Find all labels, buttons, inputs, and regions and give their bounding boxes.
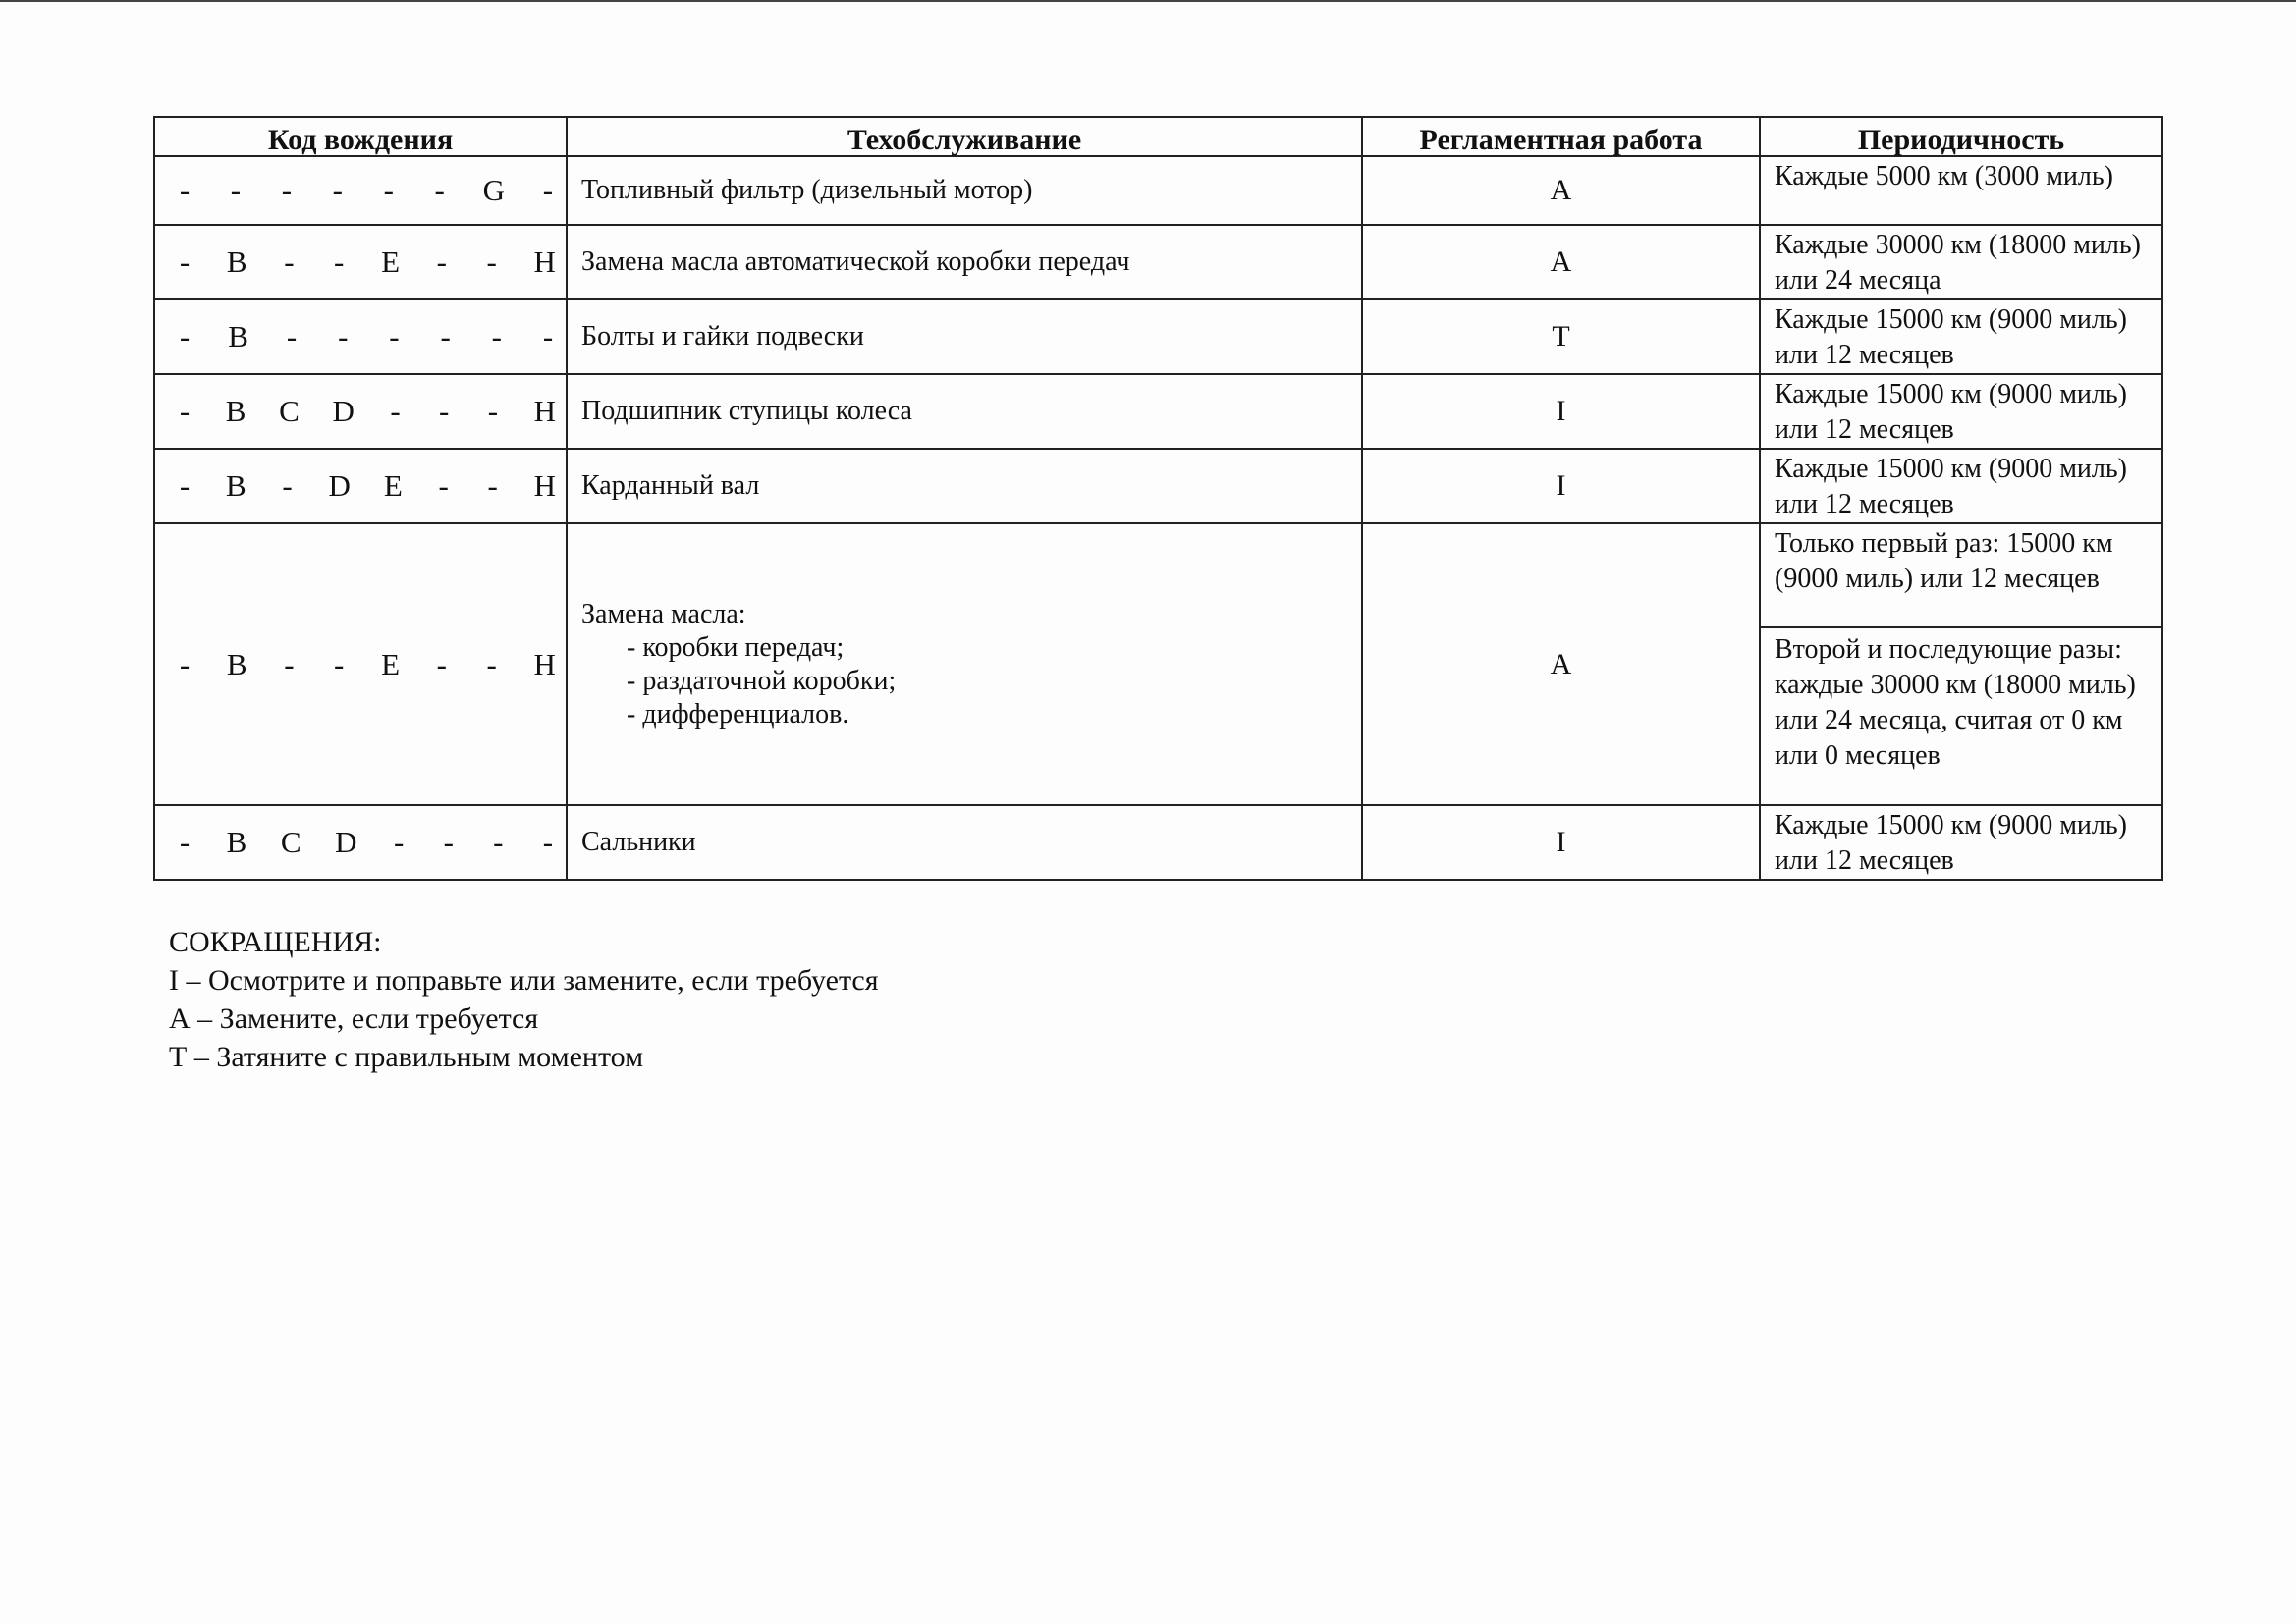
code-char: D xyxy=(335,825,357,859)
drive-code-cell xyxy=(154,156,567,225)
abbreviation-item: I – Осмотрите и поправьте или замените, если требуется xyxy=(169,964,879,997)
period-cell xyxy=(1760,156,2162,225)
code-char: E xyxy=(383,468,403,503)
drive-code-cell xyxy=(154,449,567,523)
code-char: - xyxy=(179,394,191,428)
code-char: B xyxy=(225,394,246,428)
code-char: - xyxy=(286,319,298,353)
code-char: - xyxy=(487,394,499,428)
code-char: - xyxy=(439,394,450,428)
drive-code-cell xyxy=(154,523,567,805)
code-char: - xyxy=(390,394,401,428)
service-cell: Замена масла автоматической коробки передач xyxy=(567,225,1362,299)
code-char: - xyxy=(486,244,497,279)
code-char: - xyxy=(487,468,498,503)
abbreviation-item: А – Замените, если требуется xyxy=(169,1002,539,1035)
code-char: - xyxy=(338,319,349,353)
work-cell: A xyxy=(1362,523,1760,805)
code-char: - xyxy=(542,173,554,207)
abbreviation-item: Т – Затяните с правильным моментом xyxy=(169,1041,644,1073)
service-cell: Карданный вал xyxy=(567,449,1362,523)
code-char: - xyxy=(393,825,405,859)
code-char: B xyxy=(228,319,248,353)
code-char: - xyxy=(334,646,345,681)
code-char: - xyxy=(281,173,293,207)
work-cell: I xyxy=(1362,805,1760,880)
period-text: Каждые 15000 км (9000 миль) или 12 месяцев xyxy=(1775,454,2127,519)
code-char: - xyxy=(440,319,451,353)
table-header-row xyxy=(154,117,2162,156)
code-char: - xyxy=(230,173,242,207)
abbreviations-block xyxy=(169,923,879,1076)
code-char: - xyxy=(443,825,454,859)
code-char: - xyxy=(179,646,191,681)
header-periodicity: Периодичность xyxy=(1760,117,2162,156)
work-cell: I xyxy=(1362,374,1760,449)
table-row xyxy=(154,449,2162,523)
code-char: B xyxy=(226,825,247,859)
period-next-text: Второй и последующие разы: каждые 30000 км (18000 миль) или 24 месяца, считая от 0 км или 0 месяцев xyxy=(1775,634,2136,771)
code-char: - xyxy=(179,244,191,279)
service-cell: Подшипник ступицы колеса xyxy=(567,374,1362,449)
service-item-list xyxy=(581,631,1347,731)
work-cell: A xyxy=(1362,225,1760,299)
period-cell xyxy=(1760,374,2162,449)
table-row xyxy=(154,523,2162,805)
period-first-text: Только первый раз: 15000 км (9000 миль) или 12 месяцев xyxy=(1761,524,2161,628)
code-char: D xyxy=(328,468,351,503)
code-char: B xyxy=(225,468,246,503)
code-char: - xyxy=(332,173,343,207)
code-char: B xyxy=(226,244,247,279)
table-row xyxy=(154,156,2162,225)
code-char: - xyxy=(389,319,400,353)
period-cell xyxy=(1760,449,2162,523)
table-row xyxy=(154,805,2162,880)
period-text: Каждые 5000 км (3000 миль) xyxy=(1775,161,2113,191)
code-char: - xyxy=(282,468,293,503)
code-char: - xyxy=(179,825,191,859)
code-char: - xyxy=(334,244,345,279)
code-char: - xyxy=(284,646,295,681)
code-char: H xyxy=(533,244,556,279)
code-char: - xyxy=(486,646,497,681)
code-char: D xyxy=(332,394,355,428)
list-item: - дифференциалов. xyxy=(627,698,1347,731)
table-row xyxy=(154,299,2162,374)
list-item: - коробки передач; xyxy=(627,631,1347,665)
period-cell xyxy=(1760,299,2162,374)
service-cell xyxy=(567,523,1362,805)
table-row xyxy=(154,374,2162,449)
code-char: - xyxy=(436,244,447,279)
drive-code-cell xyxy=(154,805,567,880)
service-cell: Сальники xyxy=(567,805,1362,880)
period-text: Каждые 15000 км (9000 миль) или 12 месяцев xyxy=(1775,810,2127,876)
code-char: - xyxy=(434,173,445,207)
code-char: - xyxy=(383,173,394,207)
drive-code-cell xyxy=(154,299,567,374)
code-char: H xyxy=(533,468,556,503)
code-char: C xyxy=(279,394,300,428)
period-cell xyxy=(1760,805,2162,880)
code-char: H xyxy=(533,646,556,681)
list-item: - раздаточной коробки; xyxy=(627,665,1347,698)
period-cell xyxy=(1760,225,2162,299)
period-text: Каждые 15000 км (9000 миль) или 12 месяцев xyxy=(1775,304,2127,370)
service-cell: Болты и гайки подвески xyxy=(567,299,1362,374)
period-text: Каждые 15000 км (9000 миль) или 12 месяцев xyxy=(1775,379,2127,445)
work-cell: I xyxy=(1362,449,1760,523)
code-char: H xyxy=(533,394,556,428)
work-cell: A xyxy=(1362,156,1760,225)
code-char: G xyxy=(482,173,506,207)
header-drive-code: Код вождения xyxy=(154,117,567,156)
code-char: B xyxy=(226,646,247,681)
code-char: - xyxy=(493,825,504,859)
code-char: - xyxy=(179,468,191,503)
abbreviations-title: СОКРАЩЕНИЯ: xyxy=(169,926,382,958)
table-row xyxy=(154,225,2162,299)
service-title: Замена масла: xyxy=(581,598,746,629)
maintenance-schedule-table xyxy=(153,116,2163,881)
code-char: E xyxy=(381,244,400,279)
code-char: - xyxy=(284,244,295,279)
code-char: - xyxy=(542,825,554,859)
period-text: Каждые 30000 км (18000 миль) или 24 месяца xyxy=(1775,230,2141,296)
period-cell xyxy=(1760,523,2162,805)
code-char: - xyxy=(436,646,447,681)
scan-top-edge xyxy=(0,0,2296,2)
code-char: - xyxy=(491,319,502,353)
header-routine-work: Регламентная работа xyxy=(1362,117,1760,156)
code-char: C xyxy=(280,825,301,859)
work-cell: T xyxy=(1362,299,1760,374)
code-char: E xyxy=(381,646,400,681)
code-char: - xyxy=(438,468,449,503)
drive-code-cell xyxy=(154,225,567,299)
code-char: - xyxy=(179,173,191,207)
header-maintenance: Техобслуживание xyxy=(567,117,1362,156)
code-char: - xyxy=(179,319,191,353)
code-char: - xyxy=(542,319,554,353)
drive-code-cell xyxy=(154,374,567,449)
service-cell: Топливный фильтр (дизельный мотор) xyxy=(567,156,1362,225)
